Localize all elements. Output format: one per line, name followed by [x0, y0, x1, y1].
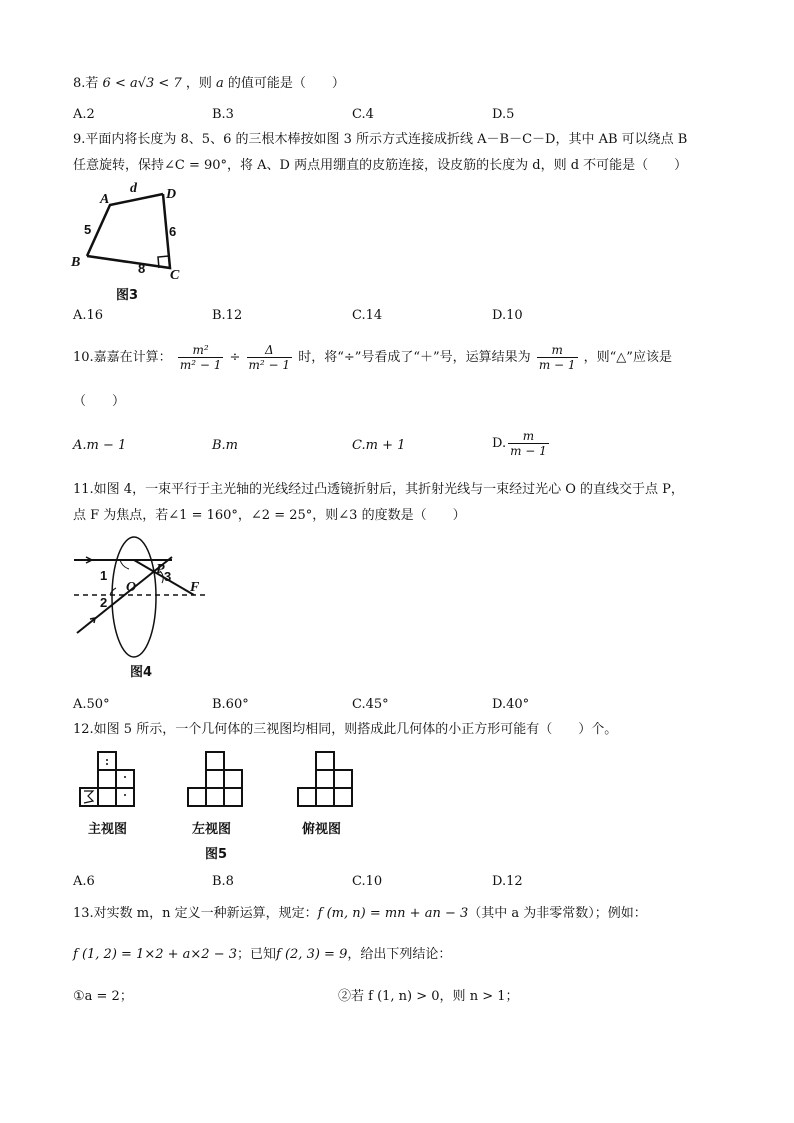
q9-line1: 9.平面内将长度为 8、5、6 的三根木棒按如图 3 所示方式连接成折线 A－B－C－D，其中 AB 可以绕点 B	[73, 132, 688, 147]
figure-3	[68, 178, 198, 283]
fig4-lens	[112, 537, 156, 657]
q12-line1: 12.如图 5 所示，一个几何体的三视图均相同，则搭成此几何体的小正方形可能有（ ）个。	[73, 722, 618, 737]
fig4-label-p: P	[156, 562, 165, 577]
top-view-grid	[298, 752, 352, 806]
q11-option-c: C.45°	[352, 697, 389, 712]
q12-option-c: C.10	[352, 874, 383, 889]
fig4-angle-1-arc	[120, 560, 129, 569]
fig3-label-b: B	[71, 255, 81, 270]
figure-4	[72, 535, 212, 660]
fig3-length-5: 5	[84, 222, 92, 237]
q12-option-a: A.6	[73, 874, 95, 889]
q13-conclusion-2: ②若 f (1, n) > 0，则 n > 1；	[338, 989, 519, 1004]
q10-stem: 10.嘉嘉在计算： $\frac{\text{m²}}{\text{m² − 1}}$ ÷ $\frac{\Delta}{\text{m² − 1}}$ 时，将“÷”号看成了“＋”号，运算结果为 $\frac{m}{m - 1}$ ，则“△”应该是	[73, 343, 672, 372]
fig3-length-6: 6	[169, 224, 177, 239]
q10-line2: （ ）	[73, 394, 126, 409]
q8-stem: 8.若 6 < a√3 < 7 ，则 a 的值可能是（ ）	[73, 76, 345, 91]
fig4-label-o: O	[126, 580, 137, 595]
fig4-label-f: F	[190, 580, 200, 595]
q9-option-b: B.12	[212, 308, 243, 323]
fig4-caption: 图4	[130, 665, 153, 680]
q10-option-b: B.m	[212, 438, 239, 453]
q11-line1: 11.如图 4，一束平行于主光轴的光线经过凸透镜折射后，其折射光线与一束经过光心 O 的直线交于点 P，	[73, 482, 684, 497]
q8-option-d: D.5	[492, 107, 515, 122]
q11-option-d: D.40°	[492, 697, 530, 712]
q10-fraction-1: $\frac{\text{m²}}{\text{m² − 1}}$	[179, 343, 222, 372]
fig3-label-d: D	[166, 187, 177, 202]
fig4-angle-2-arc	[110, 588, 116, 595]
fig3-label-c: C	[170, 268, 180, 283]
q12-option-d: D.12	[492, 874, 523, 889]
q10-fraction-2: $\frac{\Delta}{\text{m² − 1}}$	[248, 343, 291, 372]
top-view-label: 俯视图	[302, 822, 342, 837]
left-view-grid	[188, 752, 242, 806]
q9-line2: 任意旋转，保持∠C = 90°，将 A、D 两点用绷直的皮筋连接，设皮筋的长度为 d，则 d 不可能是（ ）	[73, 158, 688, 173]
left-view-label: 左视图	[192, 822, 232, 837]
q8-option-c: C.4	[352, 107, 374, 122]
q13-conclusion-1: ①a = 2；	[73, 989, 133, 1004]
q9-option-a: A.16	[73, 308, 104, 323]
fig3-segment-ba-ad	[87, 194, 163, 256]
q11-option-b: B.60°	[212, 697, 249, 712]
q10-option-c: C.m + 1	[352, 438, 406, 453]
fig3-length-8: 8	[138, 261, 146, 276]
fig3-label-a: A	[100, 192, 110, 207]
q8-inequality: 6 < a√3 < 7	[102, 76, 182, 91]
q10-option-a: A.m − 1	[73, 438, 127, 453]
q13-line2: f (1, 2) = 1×2 + a×2 − 3；已知f (2, 3) = 9，给出下列结论：	[73, 947, 452, 962]
q12-option-b: B.8	[212, 874, 234, 889]
q9-option-d: D.10	[492, 308, 523, 323]
q11-line2: 点 F 为焦点，若∠1 = 160°，∠2 = 25°，则∠3 的度数是（ ）	[73, 508, 466, 523]
q9-option-c: C.14	[352, 308, 383, 323]
fig5-caption: 图5	[205, 847, 228, 862]
fig4-label-2: 2	[100, 595, 108, 610]
q8-option-a: A.2	[73, 107, 95, 122]
q11-option-a: A.50°	[73, 697, 110, 712]
fig4-label-3: 3	[164, 569, 172, 584]
q8-option-b: B.3	[212, 107, 234, 122]
front-view-pencil-marks	[84, 759, 126, 803]
fig4-label-1: 1	[100, 568, 108, 583]
fig3-caption: 图3	[116, 288, 139, 303]
q13-line1: 13.对实数 m，n 定义一种新运算，规定：f (m, n) = mn + an − 3（其中 a 为非零常数）；例如：	[73, 906, 647, 921]
figure-5-views	[78, 748, 378, 816]
fig3-label-d-length: d	[130, 181, 137, 196]
front-view-label: 主视图	[88, 822, 128, 837]
q10-option-d: D. $\frac{m}{m - 1}$	[492, 429, 547, 458]
q10-fraction-result: $\frac{m}{m - 1}$	[538, 343, 576, 372]
